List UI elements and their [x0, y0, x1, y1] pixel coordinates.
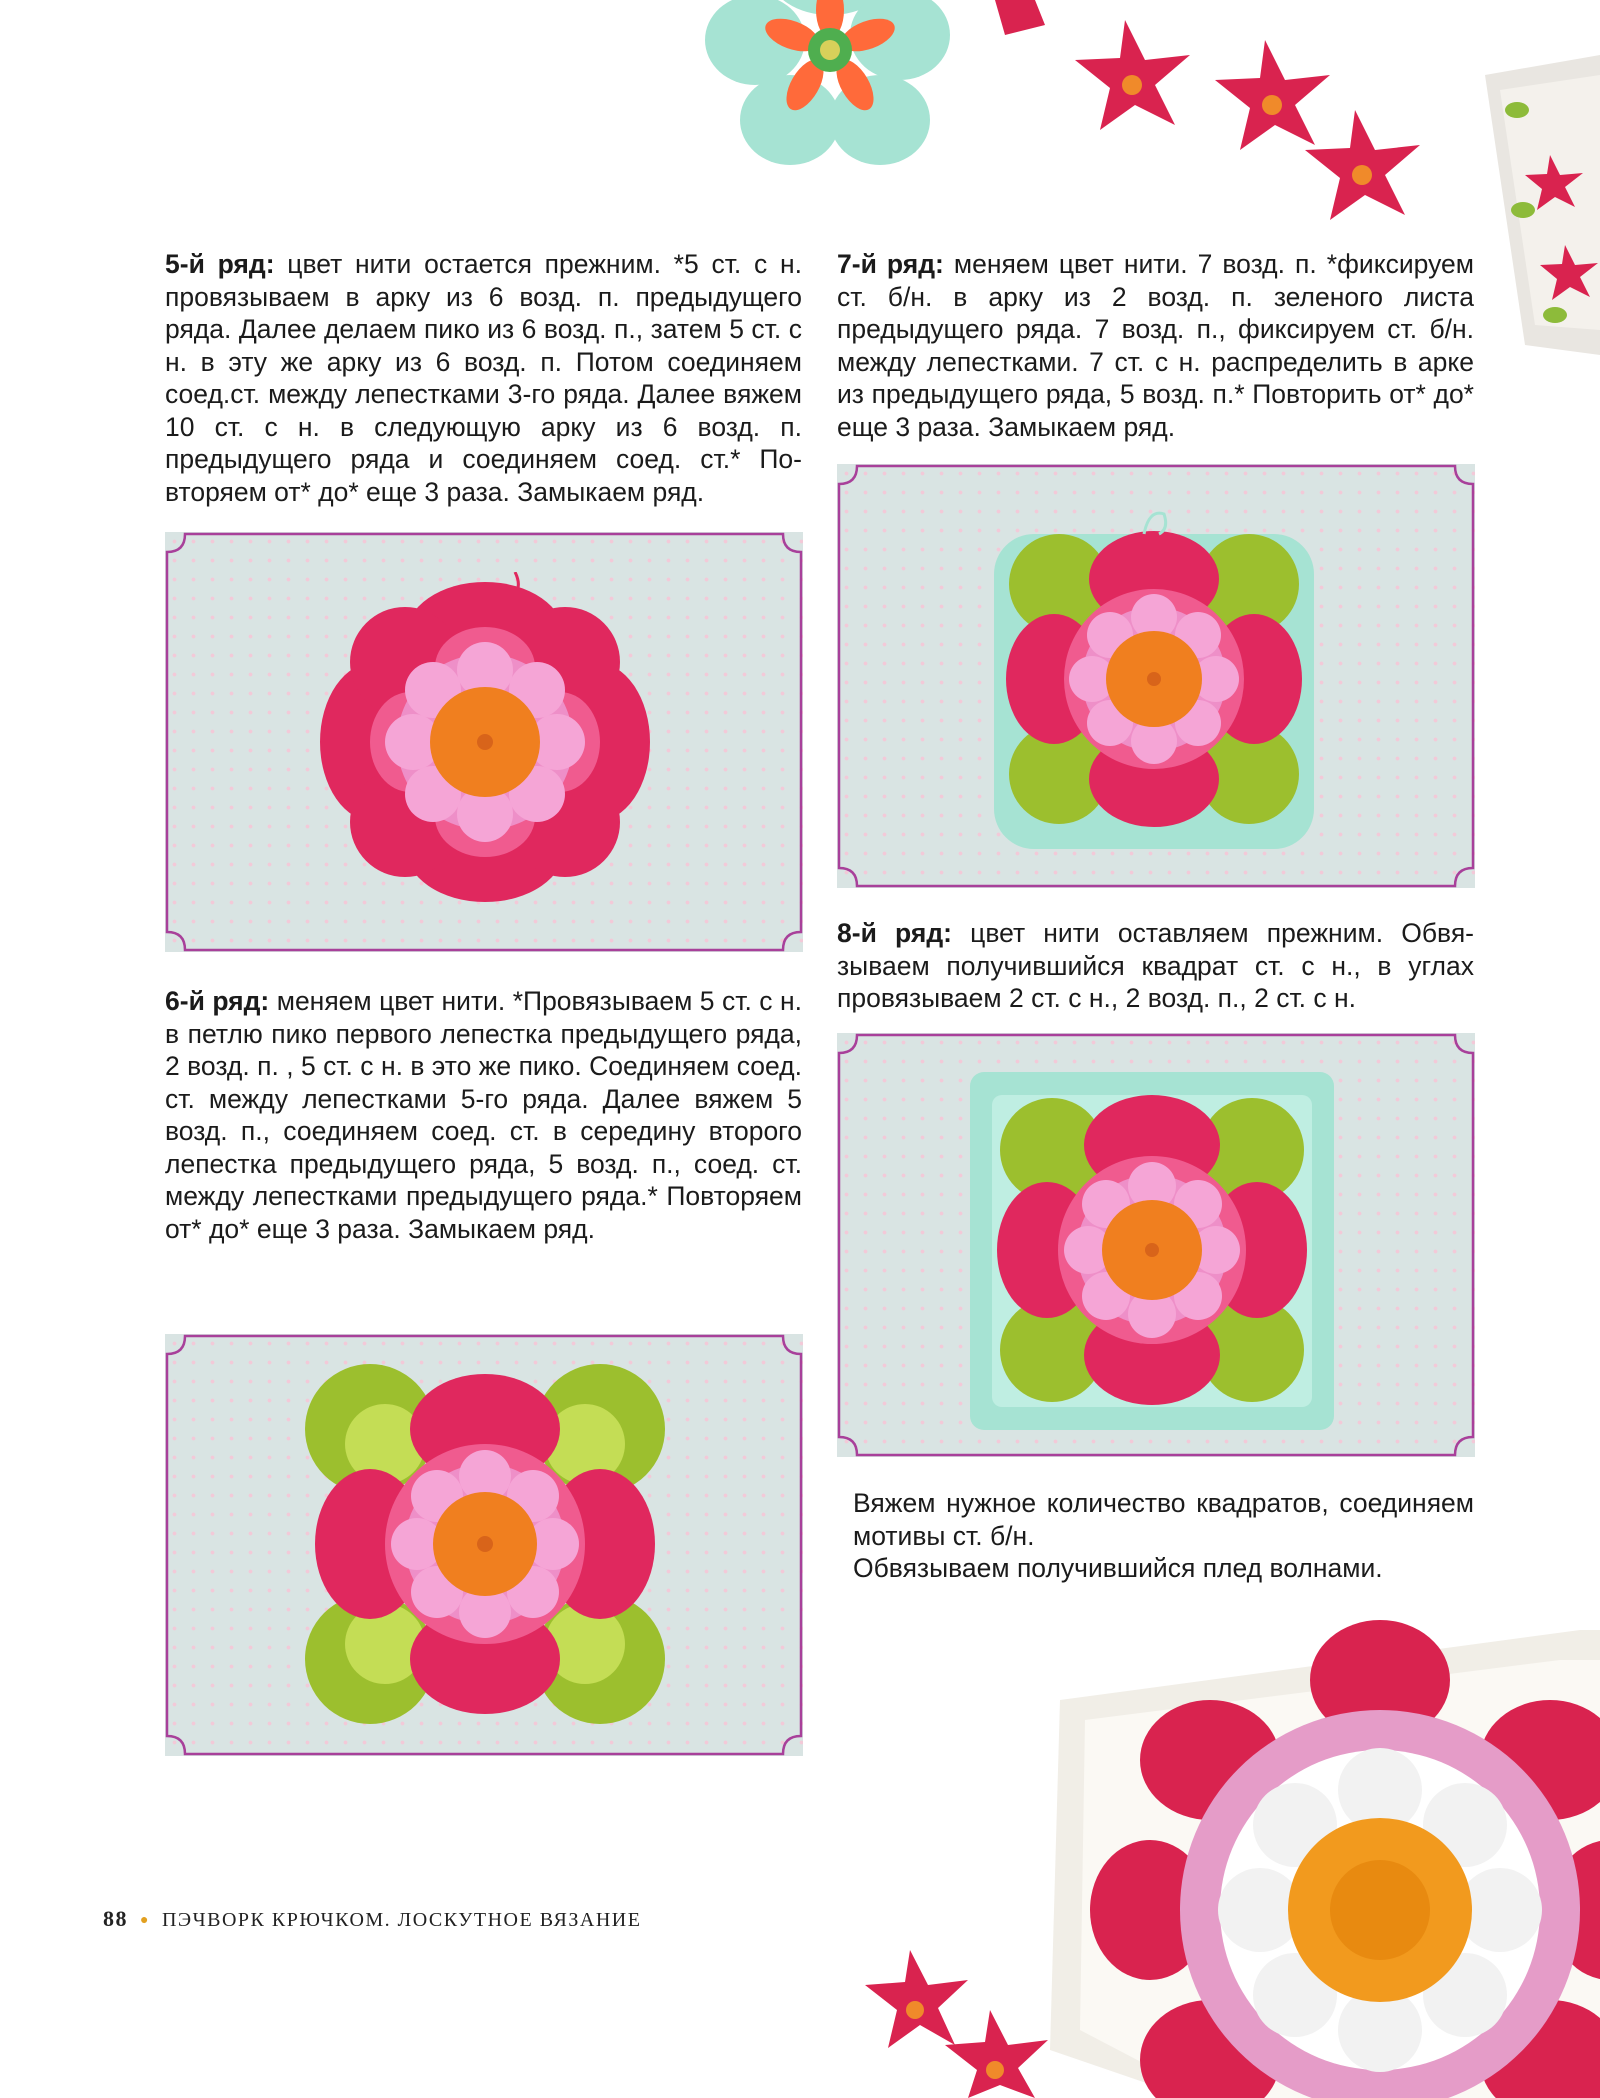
- row6-instructions: [165, 985, 802, 1245]
- top-red-stars-photo: [975, 0, 1455, 230]
- page-footer: [103, 1906, 641, 1932]
- row6-heading: 6-й ряд:: [165, 986, 270, 1016]
- final-notes: [853, 1487, 1474, 1585]
- top-right-square-photo: [1465, 55, 1600, 355]
- final-note-line1: Вяжем нужное количество квадратов, соединяем мотивы ст. б/н.: [853, 1488, 1474, 1551]
- row8-instructions: [837, 917, 1474, 1015]
- row5-text: цвет нити остается прежним. *5 ст. с н. провязываем в арку из 6 возд. п. предыдущего ряда. Далее делаем пико из 6 возд. п., затем 5 ст. с н. в эту же арку из 6 возд. п. Потом соединяем соед.ст. между лепестками 3-го ряда. Далее вяжем 10 ст. с н. в следующую арку из 6 возд. п. предыдущего ряда и соединяем соед. ст.* Повторяем от* до* еще 3 раза. Замыкаем ряд.: [165, 249, 802, 507]
- flower-motif-row6: [305, 1349, 665, 1739]
- flower-motif-row5: [295, 572, 675, 912]
- footer-separator-dot: ●: [140, 1913, 150, 1929]
- row8-text: цвет нити оставляем прежним. Обвязываем получившийся квадрат ст. с н., в углах провязываем 2 ст. с н., 2 возд. п., 2 ст. с н.: [837, 918, 1474, 1013]
- row7-photo: [837, 464, 1475, 888]
- row6-photo: [165, 1334, 803, 1756]
- row5-heading: 5-й ряд:: [165, 249, 275, 279]
- row7-heading: 7-й ряд:: [837, 249, 944, 279]
- square-motif-row8: [962, 1065, 1342, 1435]
- row7-text: меняем цвет нити. 7 возд. п. *фиксируем ст. б/н. в арку из 2 возд. п. зеленого листа предыдущего ряда. 7 возд. п., фиксируем ст. б/н. между лепестками. 7 ст. с н. распределить в арке из предыдущего ряда, 5 возд. п.* Повторить от* до* еще 3 раза. Замыкаем ряд.: [837, 249, 1474, 442]
- row7-instructions: [837, 248, 1474, 443]
- page-number: 88: [103, 1906, 128, 1931]
- row6-text: меняем цвет нити. *Провязываем 5 ст. с н. в петлю пико первого лепестка предыдущего ряда, 2 возд. п. , 5 ст. с н. в это же пико. Соединяем соед. ст. между лепестками 5-го ряда. Далее вяжем 5 возд. п., соединяем соед. ст. в середину второго лепестка предыдущего ряда, 5 возд. п., соед. ст. между лепестками предыдущего ряда.* Повторяем от* до* еще 3 раза. Замыкаем ряд.: [165, 986, 802, 1244]
- final-note-line2: Обвязываем получившийся плед волнами.: [853, 1553, 1383, 1583]
- top-mint-motif-photo: [680, 0, 970, 190]
- row5-instructions: [165, 248, 802, 508]
- row8-heading: 8-й ряд:: [837, 918, 952, 948]
- flower-motif-row7: [982, 504, 1327, 854]
- row8-photo: [837, 1033, 1475, 1457]
- row5-photo: [165, 532, 803, 952]
- book-title: ПЭЧВОРК КРЮЧКОМ. ЛОСКУТНОЕ ВЯЗАНИЕ: [161, 1909, 642, 1931]
- bottom-right-flower-photo: [860, 1620, 1600, 2098]
